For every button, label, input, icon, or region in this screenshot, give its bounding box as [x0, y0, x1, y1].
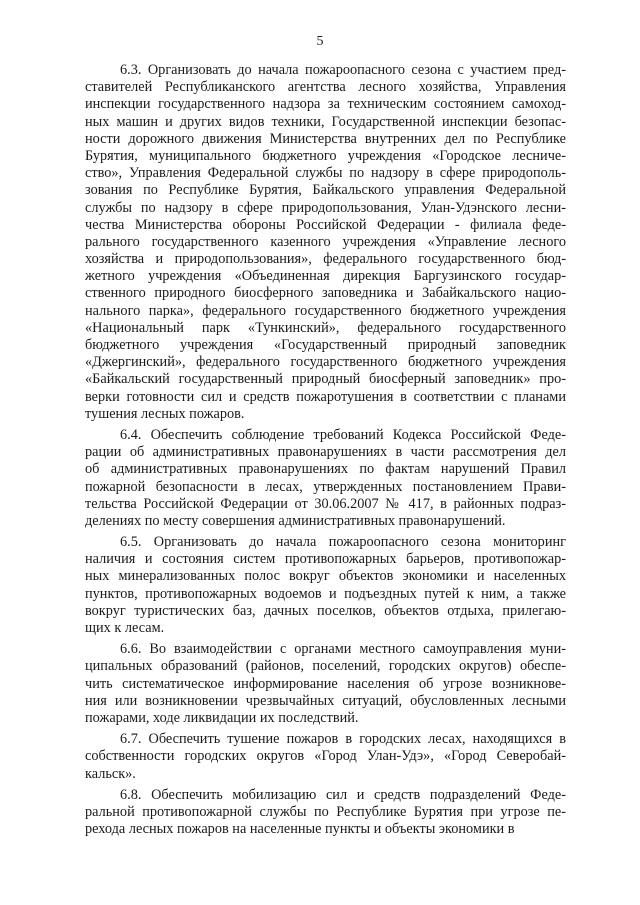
text-line: 6.5. Организовать до начала пожароопасного сезона мониторинг [120, 534, 566, 551]
text-line: инспекции государственного надзора за техническим состоянием самоход- [85, 96, 566, 113]
document-body [85, 62, 566, 838]
text-line: ственного природного биосферного заповедника и Забайкальского нацио- [85, 285, 566, 302]
text-line: «Джергинский», федерального государственного бюджетного учреждения [85, 354, 566, 371]
text-line: делениях по месту совершения административных правонарушений. [85, 512, 506, 529]
text-line: пожарной безопасности в лесах, утвержденных постановлением Прави- [85, 478, 566, 495]
text-line: тушения лесных пожаров. [85, 405, 245, 422]
text-line: службы по надзору в сфере природопользования, Улан-Удэнского лесни- [85, 199, 566, 216]
paragraph-6-7 [85, 731, 566, 783]
text-line: хозяйства и природопользования», федерального государственного бюд- [85, 251, 566, 268]
text-line: об административных правонарушениях по фактам нарушений Правил [85, 461, 566, 478]
paragraph-6-8 [85, 787, 566, 839]
text-line: ципальных образований (районов, поселений, городских округов) обеспе- [85, 658, 566, 675]
text-line: щих к лесам. [85, 620, 165, 636]
text-line: 6.7. Обеспечить тушение пожаров в городских лесах, находящихся в [120, 731, 566, 748]
text-line: «Национальный парк «Тункинский», федерального государственного [85, 319, 566, 336]
text-line: чества Министерства обороны Российской Федерации - филиала феде- [85, 216, 566, 233]
text-line: пожарами, ходе ликвидации их последствий. [85, 709, 359, 726]
text-line: 6.8. Обеспечить мобилизацию сил и средств подразделений Феде- [120, 786, 566, 803]
text-line: пунктов, противопожарных водоемов и подъездных путей к ним, а также [85, 585, 566, 602]
text-line: 6.4. Обеспечить соблюдение требований Кодекса Российской Феде- [120, 426, 566, 443]
text-line: Бурятия, муниципального бюджетного учреждения «Городское лесниче- [85, 147, 566, 164]
text-line: рального государственного казенного учреждения «Управление лесного [85, 233, 566, 250]
text-line: жетного учреждения «Объединенная дирекция Баргузинского государ- [85, 268, 566, 285]
text-line: 6.6. Во взаимодействии с органами местного самоуправления муни- [120, 641, 566, 658]
page-number: 5 [316, 34, 324, 49]
text-line: ных минерализованных полос вокруг объектов экономики и населенных [85, 568, 566, 585]
text-line: 6.3. Организовать до начала пожароопасного сезона с участием пред- [120, 62, 566, 78]
paragraph-6-6 [85, 641, 566, 727]
text-line: вокруг туристических баз, дачных поселков, объектов отдыха, прилегаю- [85, 602, 566, 619]
text-line: ных машин и других видов техники, Государственной инспекции безопас- [85, 113, 566, 130]
text-line: ство», Управления Федеральной службы по надзору в сфере природополь- [85, 165, 566, 182]
paragraph-6-5 [85, 534, 566, 637]
text-line: ставителей Республиканского агентства лесного хозяйства, Управления [85, 79, 566, 96]
text-line: кальск». [85, 765, 136, 782]
text-line: тельства Российской Федерации от 30.06.2007 № 417, в районных подраз- [85, 495, 566, 512]
text-line: наличия и состояния систем противопожарных барьеров, противопожар- [85, 551, 566, 568]
text-line: ния или возникновении чрезвычайных ситуаций, обусловленных лесными [85, 692, 566, 709]
text-line: нального парка», федерального государственного бюджетного учреждения [85, 302, 566, 319]
text-line: верки готовности сил и средств пожаротушения в соответствии с планами [85, 388, 566, 405]
text-line: «Байкальский государственный природный биосферный заповедник» про- [85, 371, 566, 388]
text-line: собственности городских округов «Город Улан-Удэ», «Город Северобай- [85, 748, 566, 765]
text-line: зования по Республике Бурятия, Байкальского управления Федеральной [85, 182, 566, 199]
text-line: рации об административных правонарушениях в части рассмотрения дел [85, 444, 566, 461]
text-line: чить систематическое информирование населения об угрозе возникнове- [85, 675, 566, 692]
paragraph-6-4 [85, 427, 566, 530]
text-line: рехода лесных пожаров на населенные пункты и объекты экономики в [85, 821, 515, 838]
text-line: ности дорожного движения Министерства внутренних дел по Республике [85, 130, 566, 147]
text-line: ральной противопожарной службы по Республике Бурятия при угрозе пе- [85, 803, 566, 820]
paragraph-6-3 [85, 62, 566, 423]
text-line: бюджетного учреждения «Государственный природный заповедник [85, 337, 566, 353]
